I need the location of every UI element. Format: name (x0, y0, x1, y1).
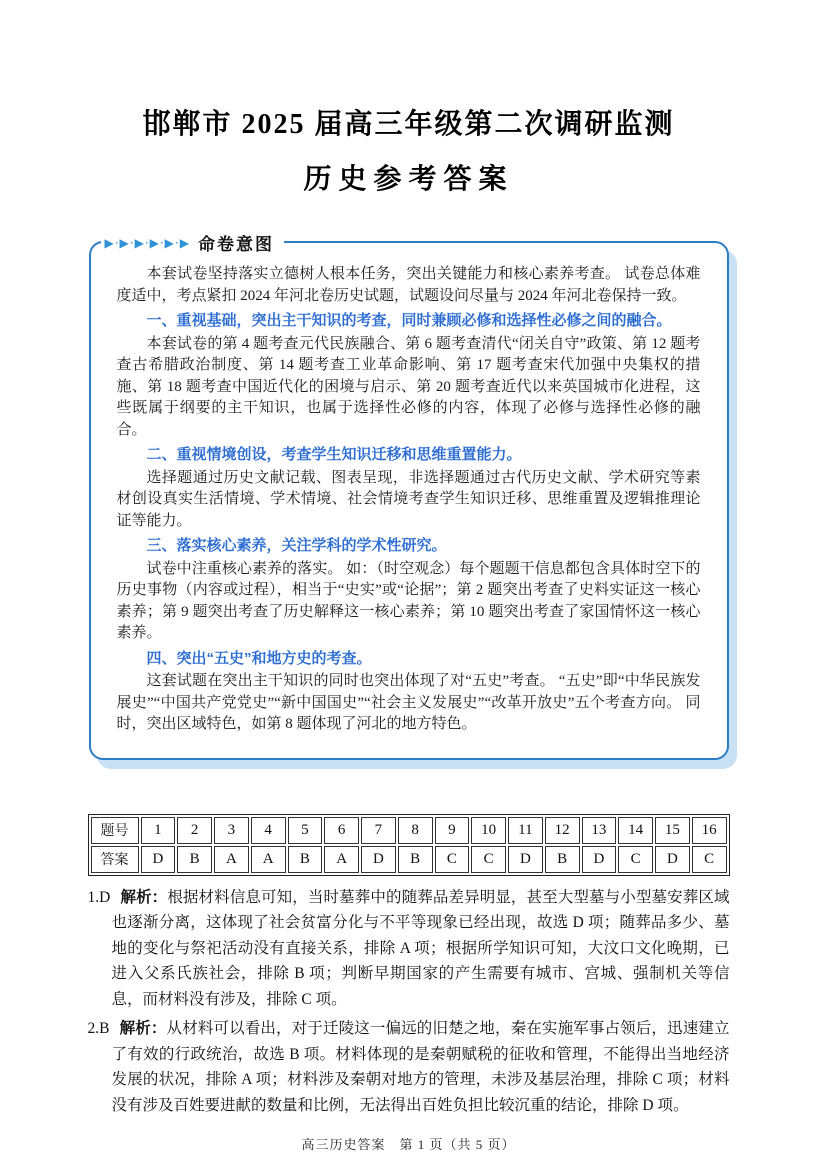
row-header-answers: 答案 (91, 846, 139, 873)
explanations-section (88, 885, 730, 1119)
answer-cell: C (471, 846, 506, 873)
question-number: 5 (288, 817, 323, 844)
section-heading-3: 三、落实核心素养，关注学科的学术性研究。 (146, 537, 447, 554)
intent-intro: 本套试卷坚持落实立德树人根本任务，突出关键能力和核心素养考查。 试卷总体难度适中，考点紧扣 2024 年河北卷历史试题，试题设问尽量与 2024 年河北卷保持一致。 (116, 266, 701, 304)
section-body-4: 这套试题在突出主干知识的同时也突出体现了对“五史”考查。 “五史”即“中华民族发展史”“中国共产党党史”“新中国国史”“社会主义发展史”“改革开放史”五个考查方向。 同时，突出区域特色，如第 8 题体现了河北的地方特色。 (116, 673, 701, 732)
section-body-1: 本套试卷的第 4 题考查元代民族融合、第 6 题考查清代“闭关自守”政策、第 12 题考查古希腊政治制度、第 14 题考查工业革命影响、第 17 题考查宋代加强中央集权的措施、第 18 题考查中国近代化的困境与启示、第 20 题考查近代以来英国城市化进程，这些既属于纲要的主干知识，也属于选择性必修的内容，体现了必修与选择性必修的融合。 (116, 335, 701, 438)
row-header-numbers: 题号 (91, 817, 139, 844)
answer-cell: A (324, 846, 359, 873)
question-number: 10 (471, 817, 506, 844)
explanation-item-1 (88, 885, 730, 1013)
analysis-label: 解析： (120, 888, 168, 906)
question-number: 6 (324, 817, 359, 844)
analysis-label: 解析： (119, 1020, 167, 1037)
answer-cell: D (361, 846, 396, 873)
question-number: 9 (435, 817, 470, 844)
intent-box-title: 命卷意图 (197, 235, 274, 254)
section-heading-1: 一、重视基础，突出主干知识的考查，同时兼顾必修和选择性必修之间的融合。 (146, 312, 672, 329)
section-body-3: 试卷中注重核心素养的落实。 如：（时空观念）每个题题干信息都包含具体时空下的历史事物（内容或过程），相当于“史实”或“论据”；第 2 题突出考查了史料实证这一核心素养；第 9 题突出考查了历史解释这一核心素养；第 10 题突出考查了家国情怀这一核心素养。 (116, 560, 701, 641)
question-number: 11 (508, 817, 543, 844)
answer-cell: B (545, 846, 580, 873)
question-number: 3 (214, 817, 249, 844)
page-footer (0, 1134, 817, 1153)
question-number: 13 (582, 817, 617, 844)
section-body-2: 选择题通过历史文献记载、图表呈现，非选择题通过古代历史文献、学术研究等素材创设真实生活情境、学术情境、社会情境考查学生知识迁移、思维重置及逻辑推理论证等能力。 (116, 469, 701, 529)
answer-table (88, 814, 730, 876)
page-subtitle: 历史参考答案 (303, 164, 514, 195)
analysis-text: 根据材料信息可知，当时墓葬中的随葬品差异明显，甚至大型墓与小型墓安葬区域也逐渐分离，这体现了社会贫富分化与不平等现象已经出现，故选 D 项；随葬品多少、墓地的变化与祭祀活动没有直接关系，排除 A 项；根据所学知识可知，大汶口文化晚期，已进入父系氏族社会，排除 B 项；判断早期国家的产生需要有城市、宫城、强制机关等信息，而材料没有涉及，排除 C 项。 (111, 888, 730, 1008)
footer-text: 高三历史答案 第 1 页（共 5 页） (301, 1137, 516, 1152)
answer-cell: B (177, 846, 212, 873)
answer-cell: B (398, 846, 433, 873)
answer-cell: A (214, 846, 249, 873)
page-title: 邯郸市 2025 届高三年级第二次调研监测 (142, 109, 675, 140)
answer-cell: C (618, 846, 653, 873)
question-number: 14 (618, 817, 653, 844)
answer-cell: A (251, 846, 286, 873)
table-row-question-numbers (91, 817, 727, 844)
question-answer-number: 2.B (87, 1020, 110, 1037)
answer-cell: D (508, 846, 543, 873)
section-heading-2: 二、重视情境创设，考查学生知识迁移和思维重置能力。 (146, 446, 522, 463)
intent-box-label (101, 230, 284, 255)
table-row-answers (91, 846, 727, 873)
question-number: 1 (141, 817, 176, 844)
question-number: 2 (177, 817, 212, 844)
answer-cell: D (655, 846, 690, 873)
explanation-item-2 (88, 1016, 730, 1118)
answer-cell: B (288, 846, 323, 873)
question-number: 8 (398, 817, 433, 844)
question-answer-number: 1.D (87, 888, 111, 906)
question-number: 12 (545, 817, 580, 844)
section-heading-4: 四、突出“五史”和地方史的考查。 (146, 649, 372, 667)
answer-cell: C (435, 846, 470, 873)
question-number: 16 (692, 817, 727, 844)
arrows-icon: ▶·▶·▶·▶·▶·▶ (104, 235, 190, 250)
answer-cell: D (141, 846, 176, 873)
answer-cell: D (582, 846, 617, 873)
question-number: 15 (655, 817, 690, 844)
question-number: 7 (361, 817, 396, 844)
intent-box (89, 235, 729, 760)
answer-cell: C (692, 846, 727, 873)
question-number: 4 (251, 817, 286, 844)
analysis-text: 从材料可以看出，对于迁陵这一偏远的旧楚之地，秦在实施军事占领后，迅速建立了有效的行政统治，故选 B 项。材料体现的是秦朝赋税的征收和管理，不能得出当地经济发展的状况，排除 A 项；材料涉及秦朝对地方的管理，未涉及基层治理，排除 C 项；材料没有涉及百姓要进献的数量和比例，无法得出百姓负担比较沉重的结论，排除 D 项。 (111, 1020, 730, 1114)
